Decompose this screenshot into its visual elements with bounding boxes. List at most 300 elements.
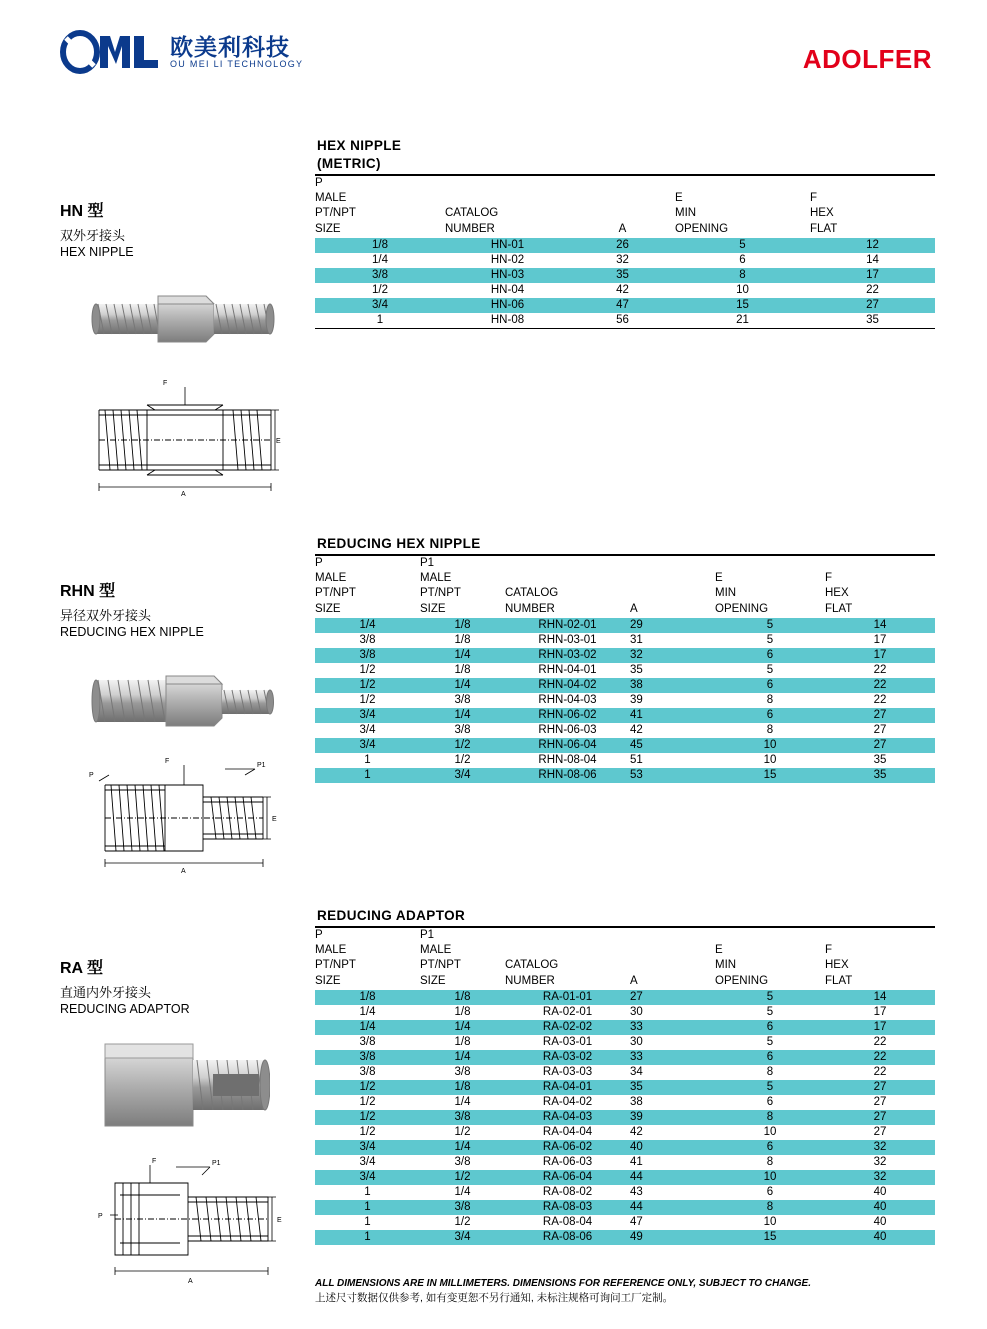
- cell-a: 33: [630, 1020, 643, 1033]
- cell-e: 10: [763, 1215, 777, 1228]
- hdr-a: A: [618, 222, 627, 235]
- cell-e: 8: [766, 1110, 774, 1123]
- cell-a: 44: [630, 1170, 643, 1183]
- hdr-p1-line4: SIZE: [420, 602, 446, 615]
- cell-f: 35: [873, 753, 887, 766]
- hdr-f-line3: FLAT: [810, 222, 838, 235]
- hdr-p1-line1: P1: [420, 557, 435, 569]
- cell-catalog: RHN-04-01: [538, 663, 597, 676]
- cell-a: 53: [630, 768, 643, 781]
- hdr-p1-line2: MALE: [420, 572, 452, 585]
- cell-a: 42: [630, 1125, 643, 1138]
- cell-size1: 1/4: [454, 1095, 471, 1108]
- cell-size: 1: [364, 1185, 371, 1198]
- cell-size: 1: [364, 1200, 371, 1213]
- cell-f: 40: [873, 1230, 887, 1243]
- item-title-hn: HN 型: [60, 203, 104, 220]
- cell-e: 6: [766, 1020, 774, 1033]
- cell-size: 3/4: [359, 1170, 376, 1183]
- cell-f: 27: [873, 1110, 887, 1123]
- hdr-e-line3: OPENING: [715, 602, 769, 615]
- table-row: [315, 1065, 935, 1080]
- cell-catalog: HN-08: [490, 313, 525, 326]
- cell-size1: 1/8: [454, 663, 471, 676]
- item-en-ra: REDUCING ADAPTOR: [60, 1002, 190, 1016]
- page-header: [0, 0, 987, 100]
- cell-e: 10: [763, 753, 777, 766]
- cell-size1: 1/4: [454, 1020, 471, 1033]
- cell-e: 10: [736, 283, 749, 296]
- cell-catalog: RA-06-04: [542, 1170, 593, 1183]
- label-hn-e: E: [276, 438, 281, 445]
- cell-e: 6: [739, 253, 746, 266]
- hdr-f-line3: FLAT: [825, 602, 853, 615]
- cell-catalog: RA-04-04: [542, 1125, 593, 1138]
- cell-f: 32: [873, 1140, 887, 1153]
- hdr-p-line1: P: [315, 929, 323, 941]
- cell-size: 1: [364, 1230, 371, 1243]
- cell-size1: 1/4: [454, 1140, 471, 1153]
- hdr-f-line1: F: [825, 572, 833, 585]
- cell-size1: 3/8: [454, 693, 471, 706]
- section-title-reducing-adaptor: REDUCING ADAPTOR: [317, 908, 466, 923]
- table-row: [315, 1170, 935, 1185]
- cell-catalog: RHN-08-06: [538, 768, 597, 781]
- table-body-reducing-adaptor: [315, 990, 935, 1245]
- label-hn-a: A: [181, 491, 186, 498]
- cell-f: 35: [866, 313, 879, 326]
- cell-catalog: RHN-06-03: [538, 723, 597, 736]
- table-row: [315, 268, 935, 283]
- cell-e: 5: [766, 618, 774, 631]
- cell-catalog: RHN-04-02: [538, 678, 597, 691]
- cell-a: 35: [630, 663, 643, 676]
- cell-catalog: RA-08-04: [542, 1215, 593, 1228]
- cell-e: 10: [763, 1170, 777, 1183]
- cell-f: 27: [873, 708, 887, 721]
- cell-size: 3/4: [359, 723, 376, 736]
- cell-e: 5: [766, 633, 774, 646]
- label-ra-e: E: [277, 1217, 282, 1224]
- cell-a: 47: [630, 1215, 643, 1228]
- hdr-e-line2: MIN: [715, 959, 737, 972]
- cell-size1: 1/8: [454, 633, 471, 646]
- table-body-reducing-hex-nipple: [315, 618, 935, 783]
- table-row: [315, 313, 935, 328]
- cell-a: 32: [630, 648, 643, 661]
- cell-size: 3/4: [359, 708, 376, 721]
- cell-f: 22: [873, 693, 887, 706]
- hdr-p1-line3: PT/NPT: [420, 959, 461, 972]
- cell-size1: 1/2: [454, 738, 471, 751]
- hdr-p1-line3: PT/NPT: [420, 587, 461, 600]
- hdr-p-line3: PT/NPT: [315, 959, 356, 972]
- cell-catalog: RA-08-06: [542, 1230, 593, 1243]
- cell-f: 27: [873, 1125, 887, 1138]
- cell-e: 6: [766, 1140, 774, 1153]
- cell-size: 1/2: [359, 1080, 376, 1093]
- item-en-hn: HEX NIPPLE: [60, 245, 134, 259]
- item-block-ra: [60, 955, 310, 1016]
- hdr-p1-line1: P1: [420, 929, 435, 941]
- cell-size: 3/8: [359, 633, 376, 646]
- table-header-row: [315, 176, 935, 238]
- cell-catalog: RHN-04-03: [538, 693, 597, 706]
- hdr-p1-line4: SIZE: [420, 974, 446, 987]
- technical-drawing-hn: [85, 375, 285, 505]
- cell-a: 38: [630, 678, 643, 691]
- table-row: [315, 1110, 935, 1125]
- cell-size: 1: [364, 753, 371, 766]
- table-row: [315, 618, 935, 633]
- cell-size1: 3/8: [454, 1200, 471, 1213]
- table-row: [315, 1125, 935, 1140]
- cell-catalog: HN-02: [490, 253, 525, 266]
- cell-catalog: RA-03-03: [542, 1065, 593, 1078]
- cell-size1: 1/4: [454, 1050, 471, 1063]
- cell-size: 1: [364, 768, 371, 781]
- table-row: [315, 693, 935, 708]
- label-ra-f: F: [152, 1158, 157, 1165]
- table-row: [315, 283, 935, 298]
- cell-a: 34: [630, 1065, 643, 1078]
- cell-size: 1/4: [359, 1020, 376, 1033]
- cell-catalog: RHN-03-01: [538, 633, 597, 646]
- hdr-cat-line2: NUMBER: [505, 602, 555, 615]
- cell-e: 5: [766, 990, 774, 1003]
- cell-e: 15: [736, 298, 749, 311]
- table-row: [315, 1020, 935, 1035]
- hdr-f-line2: HEX: [825, 959, 849, 972]
- cell-a: 41: [630, 708, 643, 721]
- cell-f: 14: [866, 253, 879, 266]
- label-ra-p: P: [98, 1213, 103, 1220]
- cell-size: 3/4: [359, 1140, 376, 1153]
- cell-a: 31: [630, 633, 643, 646]
- table-row: [315, 708, 935, 723]
- cell-catalog: HN-04: [490, 283, 525, 296]
- cell-f: 40: [873, 1200, 887, 1213]
- cell-size1: 1/2: [454, 753, 471, 766]
- cell-size: 3/8: [359, 1035, 376, 1048]
- product-photo-hn: [88, 278, 278, 358]
- hdr-e-line1: E: [715, 944, 723, 957]
- hdr-p1-line2: MALE: [420, 944, 452, 957]
- table-row: [315, 298, 935, 313]
- cell-f: 17: [873, 1005, 887, 1018]
- table-row: [315, 1155, 935, 1170]
- cell-f: 22: [873, 678, 887, 691]
- cell-catalog: HN-06: [490, 298, 525, 311]
- hdr-p-line2: MALE: [315, 572, 347, 585]
- cell-a: 30: [630, 1035, 643, 1048]
- cell-size: 3/4: [372, 298, 388, 311]
- cell-size: 1: [376, 313, 384, 326]
- brand-name: ADOLFER: [802, 44, 932, 74]
- cell-a: 49: [630, 1230, 643, 1243]
- cell-f: 22: [873, 663, 887, 676]
- table-row: [315, 633, 935, 648]
- cell-e: 6: [766, 1050, 774, 1063]
- table-row: [315, 253, 935, 268]
- table-row: [315, 1200, 935, 1215]
- cell-size1: 1/8: [454, 1005, 471, 1018]
- section-subtitle-hex-nipple: (METRIC): [317, 156, 381, 171]
- cell-a: 38: [630, 1095, 643, 1108]
- section-title-reducing-hex-nipple: REDUCING HEX NIPPLE: [317, 536, 481, 551]
- cell-f: 17: [873, 648, 887, 661]
- cell-a: 47: [616, 298, 629, 311]
- cell-catalog: RA-08-02: [542, 1185, 593, 1198]
- hdr-e-line3: OPENING: [675, 222, 729, 235]
- cell-a: 44: [630, 1200, 643, 1213]
- table-row: [315, 1230, 935, 1245]
- cell-a: 41: [630, 1155, 643, 1168]
- cell-size: 1/2: [359, 1125, 376, 1138]
- cell-catalog: RA-06-02: [542, 1140, 593, 1153]
- cell-size: 3/4: [359, 1155, 376, 1168]
- table-body-hex-nipple: [315, 238, 935, 328]
- logo-chinese-name: 欧美利科技: [170, 33, 290, 60]
- cell-catalog: RHN-08-04: [538, 753, 597, 766]
- cell-catalog: RHN-06-02: [538, 708, 597, 721]
- cell-size1: 1/8: [454, 1035, 471, 1048]
- label-rhn-f: F: [165, 758, 170, 765]
- table-row: [315, 1005, 935, 1020]
- cell-catalog: RA-04-01: [542, 1080, 593, 1093]
- item-block-rhn: [60, 578, 310, 639]
- hdr-p-line1: P: [315, 177, 323, 189]
- item-title-rhn: RHN 型: [60, 583, 116, 600]
- table-row: [315, 1095, 935, 1110]
- cell-e: 6: [766, 708, 774, 721]
- cell-a: 43: [630, 1185, 643, 1198]
- cell-catalog: RA-04-03: [542, 1110, 593, 1123]
- cell-size1: 1/4: [454, 678, 471, 691]
- logo-english-name: OU MEI LI TECHNOLOGY: [170, 59, 304, 70]
- hdr-cat-line1: CATALOG: [505, 587, 559, 600]
- table-row: [315, 678, 935, 693]
- cell-f: 12: [866, 238, 879, 251]
- cell-catalog: HN-03: [490, 268, 525, 281]
- hdr-p-line4: SIZE: [315, 222, 341, 235]
- hdr-p-line3: PT/NPT: [315, 207, 356, 220]
- cell-size1: 3/8: [454, 1110, 471, 1123]
- cell-a: 42: [616, 283, 629, 296]
- cell-size1: 1/4: [454, 708, 471, 721]
- item-en-rhn: REDUCING HEX NIPPLE: [60, 625, 204, 639]
- cell-a: 51: [630, 753, 643, 766]
- cell-e: 6: [766, 1185, 774, 1198]
- label-ra-p1: P1: [212, 1160, 221, 1167]
- label-hn-f: F: [163, 380, 168, 387]
- cell-e: 5: [766, 1080, 774, 1093]
- cell-e: 5: [766, 663, 774, 676]
- product-photo-ra: [95, 1030, 270, 1140]
- cell-e: 5: [766, 1005, 774, 1018]
- cell-a: 40: [630, 1140, 643, 1153]
- hdr-e-line3: OPENING: [715, 974, 769, 987]
- hdr-f-line3: FLAT: [825, 974, 853, 987]
- hdr-e-line2: MIN: [715, 587, 737, 600]
- hdr-f-line2: HEX: [810, 207, 834, 220]
- cell-size1: 3/8: [454, 1065, 471, 1078]
- cell-catalog: RA-06-03: [542, 1155, 593, 1168]
- hdr-cat-line2: NUMBER: [445, 222, 495, 235]
- cell-a: 33: [630, 1050, 643, 1063]
- table-row: [315, 663, 935, 678]
- cell-f: 27: [873, 738, 887, 751]
- hdr-p-line3: PT/NPT: [315, 587, 356, 600]
- cell-size: 1/2: [359, 1095, 376, 1108]
- cell-size: 3/8: [359, 1065, 376, 1078]
- hdr-e-line1: E: [675, 192, 683, 205]
- hdr-p-line4: SIZE: [315, 974, 341, 987]
- table-row: [315, 768, 935, 783]
- cell-e: 15: [763, 1230, 777, 1243]
- hdr-e-line2: MIN: [675, 207, 697, 220]
- cell-a: 35: [630, 1080, 643, 1093]
- table-row: [315, 1080, 935, 1095]
- cell-catalog: RHN-06-04: [538, 738, 597, 751]
- cell-size1: 3/8: [454, 1155, 471, 1168]
- cell-f: 17: [866, 268, 879, 281]
- cell-f: 22: [866, 283, 879, 296]
- hdr-p-line2: MALE: [315, 192, 347, 205]
- label-rhn-p: P: [89, 772, 94, 779]
- item-title-ra: RA 型: [60, 960, 103, 977]
- cell-catalog: RA-08-03: [542, 1200, 593, 1213]
- section-hex-nipple: [315, 138, 935, 329]
- table-row: [315, 1185, 935, 1200]
- cell-e: 5: [766, 1035, 774, 1048]
- cell-a: 42: [630, 723, 643, 736]
- cell-e: 5: [739, 238, 746, 251]
- table-hex-nipple: [315, 176, 935, 328]
- cell-f: 22: [873, 1065, 887, 1078]
- label-rhn-a: A: [181, 868, 186, 875]
- table-header-row: [315, 928, 935, 990]
- footnote: [315, 1278, 935, 1305]
- table-reducing-adaptor: [315, 928, 935, 1245]
- hdr-f-line1: F: [810, 192, 818, 205]
- cell-size: 3/8: [372, 268, 388, 281]
- section-reducing-adaptor: [315, 908, 935, 1245]
- hdr-p-line2: MALE: [315, 944, 347, 957]
- technical-drawing-ra: [90, 1155, 290, 1290]
- cell-size: 1/4: [372, 253, 388, 266]
- cell-a: 39: [630, 1110, 643, 1123]
- hdr-f-line1: F: [825, 944, 833, 957]
- table-row: [315, 648, 935, 663]
- cell-catalog: RA-02-01: [542, 1005, 593, 1018]
- cell-f: 22: [873, 1035, 887, 1048]
- label-rhn-p1: P1: [257, 762, 266, 769]
- cell-catalog: RA-01-01: [542, 990, 593, 1003]
- cell-e: 15: [763, 768, 777, 781]
- table-header-row: [315, 556, 935, 618]
- cell-e: 6: [766, 648, 774, 661]
- cell-size: 1/2: [359, 693, 376, 706]
- cell-e: 8: [766, 723, 774, 736]
- section-reducing-hex-nipple: [315, 536, 935, 783]
- cell-e: 10: [763, 738, 777, 751]
- product-photo-rhn: [88, 660, 278, 740]
- cell-size1: 3/4: [454, 768, 471, 781]
- cell-f: 27: [873, 723, 887, 736]
- section-title-hex-nipple: HEX NIPPLE: [317, 138, 402, 153]
- cell-e: 8: [766, 1155, 774, 1168]
- cell-f: 14: [873, 990, 887, 1003]
- cell-a: 30: [630, 1005, 643, 1018]
- cell-size: 3/4: [359, 738, 376, 751]
- table-row: [315, 990, 935, 1005]
- cell-a: 29: [630, 618, 643, 631]
- table-row: [315, 238, 935, 253]
- cell-size: 1: [364, 1215, 371, 1228]
- cell-f: 14: [873, 618, 887, 631]
- cell-a: 56: [616, 313, 629, 326]
- table-row: [315, 753, 935, 768]
- cell-size1: 1/4: [454, 648, 471, 661]
- table-row: [315, 1140, 935, 1155]
- cell-e: 8: [766, 1065, 774, 1078]
- hdr-a: A: [630, 974, 638, 987]
- cell-f: 40: [873, 1215, 887, 1228]
- hdr-cat-line1: CATALOG: [505, 959, 559, 972]
- technical-drawing-rhn: [85, 755, 285, 880]
- table-row: [315, 1215, 935, 1230]
- cell-e: 8: [739, 268, 746, 281]
- cell-f: 27: [873, 1095, 887, 1108]
- footnote-chinese: 上述尺寸数据仅供参考, 如有变更恕不另行通知, 未标注规格可询问工厂定制。: [315, 1292, 674, 1304]
- cell-size1: 1/2: [454, 1170, 471, 1183]
- cell-size: 1/4: [359, 1005, 376, 1018]
- table-row: [315, 723, 935, 738]
- label-rhn-e: E: [272, 816, 277, 823]
- table-row: [315, 1035, 935, 1050]
- table-row: [315, 1050, 935, 1065]
- cell-size1: 1/8: [454, 990, 471, 1003]
- cell-f: 32: [873, 1170, 887, 1183]
- cell-catalog: RA-02-02: [542, 1020, 593, 1033]
- cell-e: 6: [766, 1095, 774, 1108]
- hdr-p-line1: P: [315, 557, 323, 569]
- cell-size: 1/8: [359, 990, 376, 1003]
- table-reducing-hex-nipple: [315, 556, 935, 783]
- cell-catalog: RA-03-01: [542, 1035, 593, 1048]
- item-block-hn: [60, 198, 310, 259]
- cell-f: 27: [873, 1080, 887, 1093]
- cell-size: 1/2: [372, 283, 388, 296]
- cell-catalog: HN-01: [490, 238, 525, 251]
- cell-a: 35: [616, 268, 629, 281]
- cell-size: 1/2: [359, 678, 376, 691]
- cell-size1: 3/4: [454, 1230, 471, 1243]
- cell-e: 8: [766, 1200, 774, 1213]
- cell-catalog: RHN-02-01: [538, 618, 597, 631]
- cell-catalog: RHN-03-02: [538, 648, 597, 661]
- cell-size1: 1/2: [454, 1125, 471, 1138]
- hdr-f-line2: HEX: [825, 587, 849, 600]
- hdr-e-line1: E: [715, 572, 723, 585]
- item-cn-ra: 直通内外牙接头: [60, 985, 152, 1000]
- cell-a: 45: [630, 738, 643, 751]
- label-ra-a: A: [188, 1278, 193, 1285]
- cell-catalog: RA-03-02: [542, 1050, 593, 1063]
- cell-a: 26: [616, 238, 629, 251]
- cell-f: 32: [873, 1155, 887, 1168]
